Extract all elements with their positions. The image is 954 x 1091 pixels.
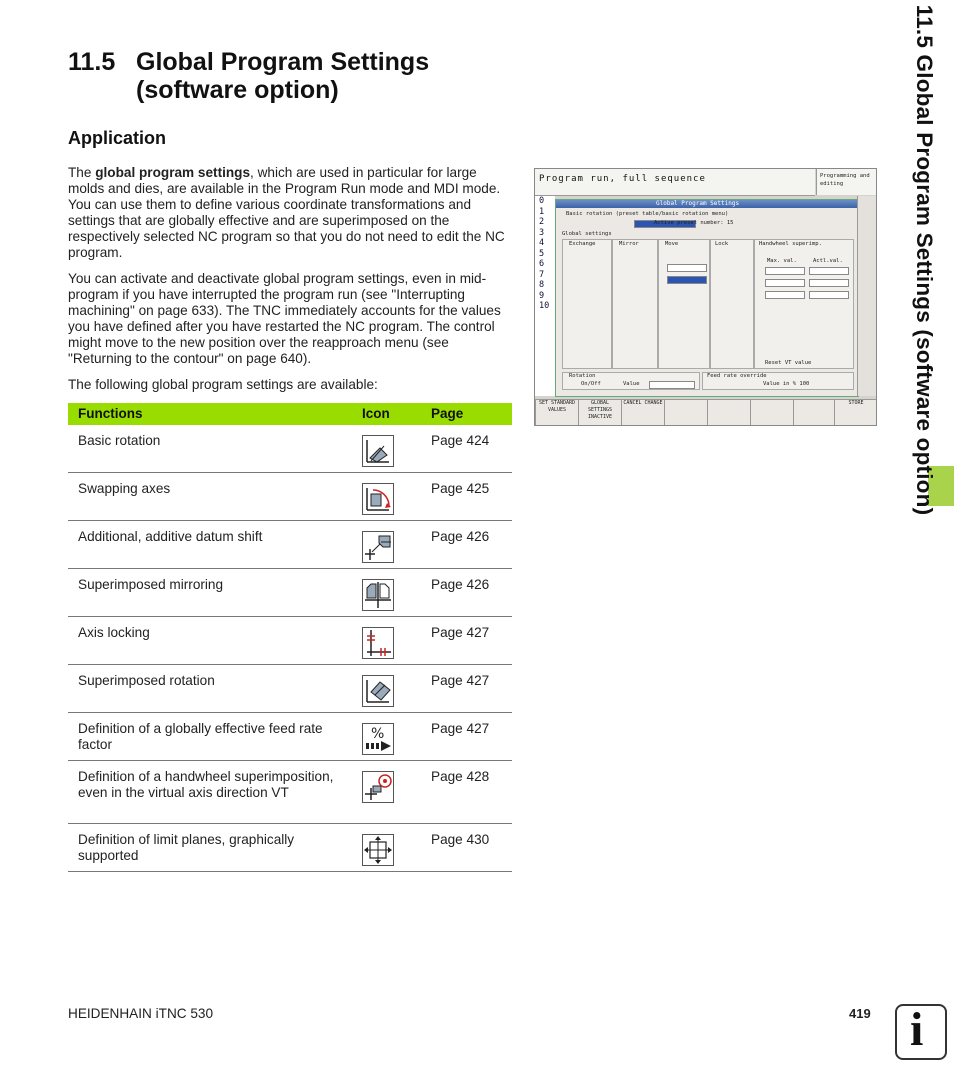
feed-value-label: Value in % 100 <box>763 381 810 387</box>
program-lines <box>535 196 555 396</box>
row-function: Superimposed mirroring <box>78 577 224 592</box>
section-number: 11.5 <box>68 48 116 76</box>
rotation-label: Rotation <box>569 373 596 379</box>
mirror-label: Mirror <box>619 241 639 247</box>
hw-max-field[interactable] <box>765 279 805 287</box>
global-settings-label: Global settings <box>562 231 612 237</box>
tnc-screenshot <box>534 168 877 426</box>
paragraph-activation: You can activate and deactivate global program settings, even in mid-program if you have interrupted the program run (see "Interrupting machining" on page 633). The TNC immediately accounts for the values you have defined after you have restarted the NC program. The control might move to the new position over the reapproach menu (see "Returning to the contour" on page 640). <box>68 271 501 366</box>
move-label: Move <box>665 241 679 247</box>
handwheel-icon <box>362 771 394 803</box>
lock-section <box>710 239 754 369</box>
row-function: Axis locking <box>78 625 150 640</box>
handwheel-label: Handwheel superimp. <box>759 241 822 247</box>
header-functions: Functions <box>78 406 143 421</box>
hw-max-field[interactable] <box>765 267 805 275</box>
line-number: 9 <box>539 290 545 301</box>
exchange-section <box>562 239 612 369</box>
table-header <box>68 403 512 425</box>
datum-shift-icon <box>362 531 394 563</box>
paragraph-intro <box>68 165 513 261</box>
row-function: Superimposed rotation <box>78 673 215 688</box>
mirror-section <box>612 239 658 369</box>
actlval-label: Actl.val. <box>813 258 843 264</box>
line-number: 5 <box>539 248 545 259</box>
p1-bold: global program settings <box>95 165 251 180</box>
table-row <box>68 713 512 761</box>
row-function: Swapping axes <box>78 481 171 496</box>
handwheel-section <box>754 239 854 369</box>
swap-axes-icon <box>362 483 394 515</box>
hw-actl-field[interactable] <box>809 267 849 275</box>
p1-post: , which are used in particular for large molds and dies, are available in the Program Run mode and MDI mode. You can use them to define various coordinate transformations and settings that are globally effective and are superimposed on the respectively selected NC program so that you do not need to edit the NC program. <box>68 165 505 260</box>
title-line1: Global Program Settings <box>136 48 430 76</box>
row-page[interactable]: Page 427 <box>431 625 490 640</box>
softkey-empty[interactable] <box>750 399 794 426</box>
screen-header <box>535 169 815 196</box>
row-page[interactable]: Page 426 <box>431 529 490 544</box>
dialog-title: Global Program Settings <box>656 200 740 207</box>
footer-manual: HEIDENHAIN iTNC 530 <box>68 1006 214 1021</box>
softkey-empty[interactable] <box>793 399 837 426</box>
row-function: Basic rotation <box>78 433 161 448</box>
rotation-value-field[interactable] <box>649 381 695 389</box>
mirroring-icon <box>362 579 394 611</box>
softkey-global-inactive[interactable]: GLOBAL SETTINGS INACTIVE <box>578 399 622 426</box>
line-number: 10 <box>539 301 550 311</box>
line-number: 7 <box>539 269 545 280</box>
info-icon <box>895 1004 947 1060</box>
table-row <box>68 569 512 617</box>
exchange-label: Exchange <box>569 241 596 247</box>
table-row <box>68 425 512 473</box>
axis-lock-icon <box>362 627 394 659</box>
table-row <box>68 824 512 872</box>
svg-text:%: % <box>371 726 385 742</box>
line-number: 2 <box>539 217 545 227</box>
table-row <box>68 521 512 569</box>
screen-mode: Program run, full sequence <box>539 174 706 184</box>
lock-label: Lock <box>715 241 729 247</box>
row-page[interactable]: Page 425 <box>431 481 490 496</box>
softkey-cancel-change[interactable]: CANCEL CHANGE <box>621 399 665 426</box>
row-function: Definition of a globally effective feed rate factor <box>78 721 323 752</box>
page-title <box>68 48 429 104</box>
row-function: Additional, additive datum shift <box>78 529 263 544</box>
table-row <box>68 473 512 521</box>
screen-mode-right: Programming and editing <box>820 173 870 187</box>
screen-header-right <box>816 169 877 195</box>
softkey-empty[interactable] <box>707 399 751 426</box>
header-page: Page <box>431 406 464 421</box>
header-icon: Icon <box>362 406 390 421</box>
info-glyph: i <box>910 1003 924 1056</box>
global-settings-dialog <box>555 199 859 397</box>
rotation-icon <box>362 675 394 707</box>
rotation-section <box>562 372 700 390</box>
table-row <box>68 761 512 824</box>
row-function: Definition of a handwheel superimposition, even in the virtual axis direction VT <box>78 769 334 800</box>
feed-section <box>702 372 854 390</box>
line-number: 0 <box>539 196 545 206</box>
subheading: Application <box>68 128 166 148</box>
functions-table <box>68 403 512 872</box>
side-tab-label <box>894 4 954 516</box>
basic-rotation-icon <box>362 435 394 467</box>
maxval-label: Max. val. <box>767 258 797 264</box>
hw-actl-field[interactable] <box>809 291 849 299</box>
row-function: Definition of limit planes, graphically supported <box>78 832 295 863</box>
screen-side-bar <box>857 196 877 396</box>
limit-planes-icon <box>362 834 394 866</box>
rotation-onoff-label: On/Off <box>581 381 601 387</box>
title-line2: (software option) <box>136 76 339 104</box>
hw-max-field[interactable] <box>765 291 805 299</box>
row-page[interactable]: Page 426 <box>431 577 490 592</box>
p1-pre: The <box>68 165 96 180</box>
table-row <box>68 665 512 713</box>
row-page[interactable]: Page 427 <box>431 673 490 688</box>
softkey-set-standard[interactable]: SET STANDARD VALUES <box>535 399 579 426</box>
softkey-empty[interactable] <box>664 399 708 426</box>
row-page[interactable]: Page 428 <box>431 769 490 784</box>
row-page[interactable]: Page 424 <box>431 433 490 448</box>
softkey-store[interactable]: STORE <box>834 399 877 426</box>
side-tab-text: 11.5 Global Program Settings (software option) <box>912 4 937 516</box>
basic-rotation-label: Basic rotation (preset table/basic rotation menu) <box>566 211 729 217</box>
active-preset-label: Active preset number: 15 <box>654 220 734 226</box>
hw-actl-field[interactable] <box>809 279 849 287</box>
row-page[interactable]: Page 430 <box>431 832 490 847</box>
paragraph-list-intro: The following global program settings are available: <box>68 377 378 392</box>
line-number: 1 <box>539 206 545 217</box>
line-number: 4 <box>539 238 545 248</box>
row-page[interactable]: Page 427 <box>431 721 490 736</box>
move-section <box>658 239 710 369</box>
dialog-titlebar <box>556 200 858 208</box>
feed-rate-icon <box>362 723 394 755</box>
feed-label: Feed rate override <box>707 373 767 379</box>
move-x-field[interactable] <box>667 264 707 272</box>
page-number: 419 <box>849 1006 871 1021</box>
line-number: 8 <box>539 280 545 290</box>
reset-vt-label: Reset VT value <box>765 360 812 366</box>
table-row <box>68 617 512 665</box>
move-y-field[interactable] <box>667 276 707 284</box>
line-number: 6 <box>539 259 545 269</box>
rotation-value-label: Value <box>623 381 640 387</box>
line-number: 3 <box>539 227 545 238</box>
